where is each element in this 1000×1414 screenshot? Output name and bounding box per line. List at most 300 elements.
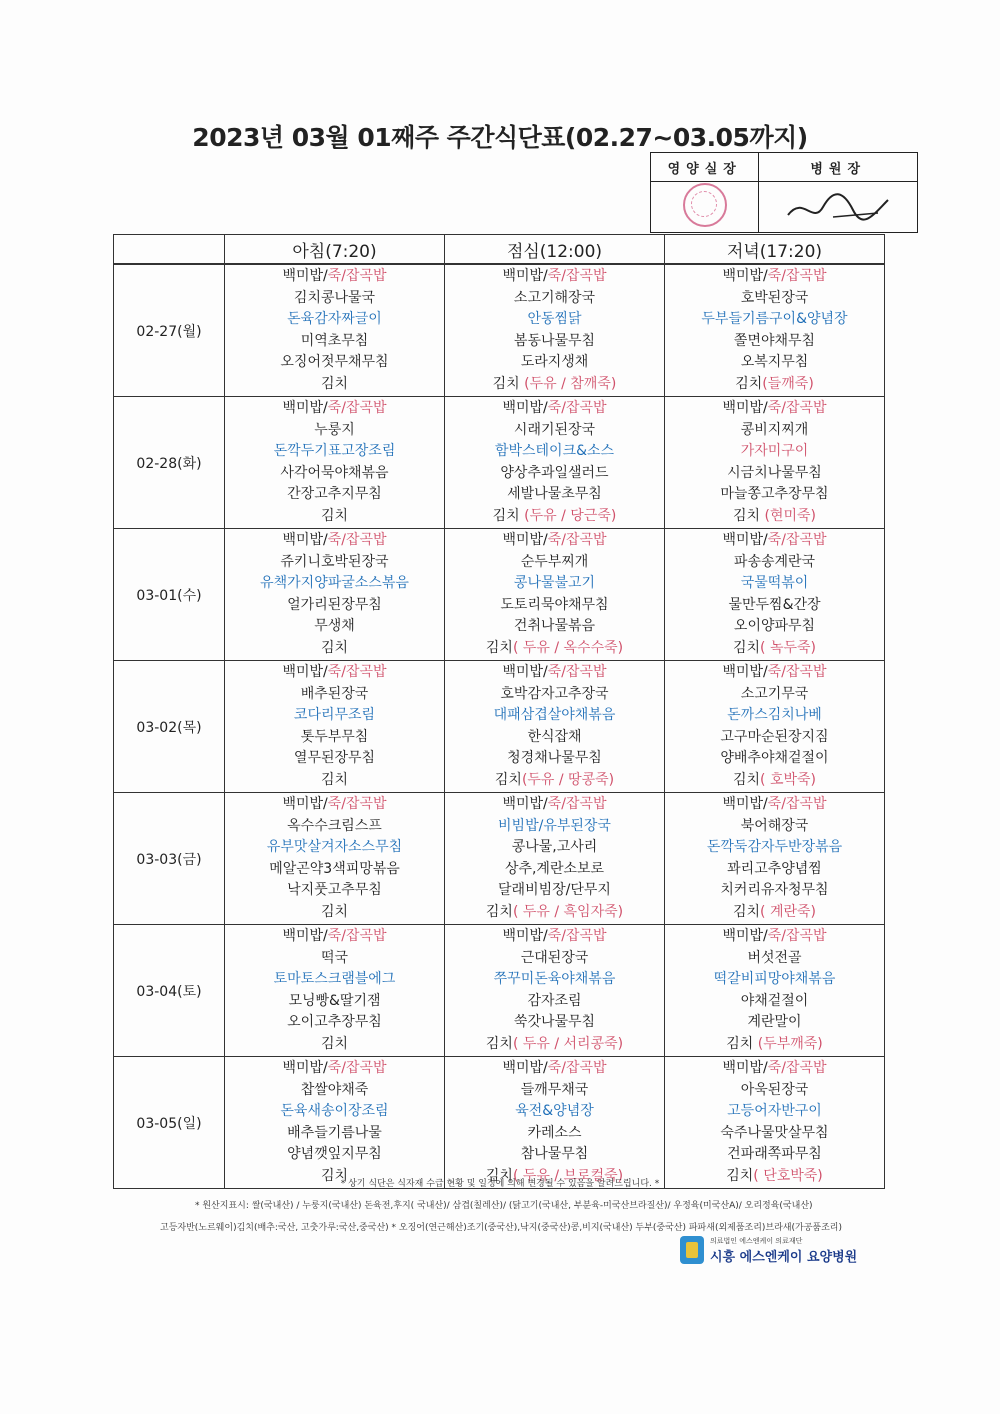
menu-item-text: 쑥갓나물무침 (513, 1014, 596, 1030)
day-label: 03-01(수) (114, 529, 225, 661)
menu-item (225, 266, 444, 288)
menu-item-text: 건취나물볶음 (513, 618, 596, 634)
day-label: 03-02(목) (114, 661, 225, 793)
menu-item (665, 530, 884, 552)
menu-item-highlight: 죽/잡곡밥 (767, 400, 827, 416)
change-notice: * 상기 식단은 식자재 수급 현황 및 일정에 의해 변경될 수 있음을 알려드립니다. * (340, 1179, 660, 1189)
menu-item (225, 309, 444, 331)
hospital-logo (680, 1236, 858, 1268)
menu-item-text: 백미밥/ (722, 664, 768, 680)
menu-item (225, 573, 444, 595)
menu-item-text: 백미밥/ (282, 928, 328, 944)
menu-item-text: 김치 (485, 1035, 513, 1052)
nutrition-stamp-cell (651, 182, 759, 233)
menu-item-highlight: 죽/잡곡밥 (547, 796, 607, 812)
menu-item-highlight: 죽/잡곡밥 (327, 268, 387, 284)
menu-item (665, 705, 884, 727)
menu-item-highlight: ( 계란죽) (760, 903, 816, 920)
menu-item (445, 638, 664, 660)
menu-item (665, 374, 884, 396)
menu-item-text: 백미밥/ (502, 664, 548, 680)
menu-item-text: 김치 (726, 1035, 758, 1052)
menu-item-text: 세발나물초무침 (507, 486, 602, 502)
menu-item (445, 991, 664, 1013)
menu-item-text: 고구마순된장지짐 (720, 728, 829, 745)
menu-item (665, 1101, 884, 1123)
menu-item (445, 309, 664, 331)
menu-item (665, 926, 884, 948)
menu-item-highlight: 죽/잡곡밥 (327, 796, 387, 812)
menu-item (665, 770, 884, 792)
day-row (114, 264, 885, 397)
menu-item-text: 국물떡볶이 (740, 575, 809, 591)
menu-item (225, 969, 444, 991)
menu-item-text: 배추된장국 (300, 685, 369, 702)
hospital-subtitle: 의료법인 에스엔케이 의료재단 (710, 1237, 803, 1245)
menu-item-text: 마늘쫑고추장무침 (720, 486, 829, 502)
menu-item (225, 748, 444, 770)
menu-item-text: 김치콩나물국 (293, 289, 376, 306)
menu-item (225, 352, 444, 374)
menu-item (225, 1034, 444, 1056)
menu-item-text: 물만두찜&간장 (728, 596, 821, 613)
menu-item-text: 김치 (735, 375, 763, 392)
dinner-cell (665, 793, 885, 925)
menu-item (665, 288, 884, 310)
menu-item (665, 991, 884, 1013)
approval-director-head: 병원장 (759, 153, 918, 182)
menu-item (445, 288, 664, 310)
menu-item-text: 오이양파무침 (733, 618, 816, 634)
menu-item-highlight: (두유 / 당근죽) (524, 507, 617, 524)
menu-item (225, 616, 444, 638)
origin-line-2: 고등자반(노르웨이)김치(배추:국산, 고춧가루:국산,중국산) * 오징어(연근해산)조기(중국산),낙지(중국산)콩,비지(국내산) 두부(중국산) 파파새(외제품조리)브라새(가공품조리) (160, 1223, 843, 1233)
lunch-cell (445, 1057, 665, 1189)
menu-header-row (114, 235, 885, 265)
menu-item (665, 573, 884, 595)
menu-item (225, 816, 444, 838)
menu-item-highlight: (두유 / 땅콩죽) (521, 771, 615, 788)
menu-item-text: 간장고추지무침 (287, 486, 382, 502)
menu-item (445, 616, 664, 638)
menu-item (445, 880, 664, 902)
lunch-cell (445, 793, 665, 925)
menu-item (665, 1012, 884, 1034)
menu-item-text: 호박된장국 (740, 289, 809, 306)
menu-item (445, 506, 664, 528)
menu-item (445, 1101, 664, 1123)
menu-item-text: 가자미구이 (740, 443, 809, 459)
menu-item-text: 김치 (485, 903, 513, 920)
menu-item-text: 옥수수크림스프 (287, 817, 382, 834)
approval-nutrition-head: 영양실장 (651, 153, 759, 182)
menu-item-text: 소고기무국 (740, 685, 809, 702)
menu-item-text: 참나물무침 (520, 1146, 589, 1162)
menu-item-text: 유부맛살겨자소스무침 (266, 839, 403, 855)
menu-item-text: 쥬키니호박된장국 (280, 553, 389, 570)
menu-item (665, 727, 884, 749)
hospital-logo-icon (680, 1236, 704, 1264)
menu-item-text: 들깨무채국 (520, 1081, 589, 1098)
menu-item (445, 837, 664, 859)
menu-item-text: 열무된장무침 (293, 750, 376, 766)
menu-item (665, 398, 884, 420)
menu-item-text: 김치 (320, 507, 349, 524)
menu-item-text: 오복지무침 (740, 354, 809, 370)
day-header (114, 235, 225, 265)
menu-item-text: 김치 (320, 771, 349, 788)
origin-line-1: * 원산지표시: 쌀(국내산) / 누룽지(국내산) 돈육전,후지( 국내산)/ 삼겹(칠레산)/ (닭고기(국내산, 부분육-미국산브라질산)/ 우정육(미국산A)/ 오리정육(국내산) (195, 1201, 813, 1211)
menu-item-highlight: 죽/잡곡밥 (327, 532, 387, 548)
day-label: 02-28(화) (114, 397, 225, 529)
menu-item (225, 552, 444, 574)
menu-item-text: 백미밥/ (722, 268, 768, 284)
menu-item-highlight: 죽/잡곡밥 (327, 664, 387, 680)
signature-icon (783, 185, 893, 225)
menu-item-text: 백미밥/ (722, 796, 768, 812)
menu-item (225, 441, 444, 463)
menu-item (225, 770, 444, 792)
menu-item (445, 1123, 664, 1145)
menu-item-text: 대패삼겹살야채볶음 (493, 707, 616, 723)
menu-item-text: 근대된장국 (520, 949, 589, 966)
menu-item-highlight: ( 호박죽) (760, 771, 816, 788)
menu-item (225, 902, 444, 924)
menu-item (665, 309, 884, 331)
dinner-cell (665, 661, 885, 793)
menu-item (445, 530, 664, 552)
menu-item-text: 비빔밥/유부된장국 (498, 817, 611, 834)
menu-item (445, 816, 664, 838)
menu-item (445, 331, 664, 353)
menu-item-highlight: (두유 / 참깨죽) (524, 375, 617, 392)
menu-item-highlight: 죽/잡곡밥 (547, 268, 607, 284)
menu-item-text: 돈육새송이장조림 (280, 1103, 389, 1119)
menu-item-highlight: ( 녹두죽) (760, 639, 816, 656)
menu-item (225, 1012, 444, 1034)
menu-item-text: 돈까스김치나베 (727, 707, 822, 723)
lunch-cell (445, 397, 665, 529)
menu-item-text: 백미밥/ (282, 664, 328, 680)
menu-item (445, 926, 664, 948)
menu-item-text: 사각어묵야채볶음 (280, 464, 389, 481)
day-label: 03-04(토) (114, 925, 225, 1057)
menu-item (445, 705, 664, 727)
menu-item-text: 콩비지찌개 (740, 421, 809, 438)
menu-item (225, 684, 444, 706)
menu-item-highlight: 죽/잡곡밥 (547, 532, 607, 548)
menu-item-text: 백미밥/ (502, 796, 548, 812)
menu-item (225, 484, 444, 506)
lunch-header: 점심(12:00) (445, 235, 665, 265)
menu-item-text: 상추,계란소보로 (504, 860, 605, 877)
menu-item (225, 926, 444, 948)
menu-item (225, 1101, 444, 1123)
menu-item-text: 백미밥/ (722, 1060, 768, 1076)
menu-item (665, 748, 884, 770)
menu-item (445, 484, 664, 506)
menu-item-text: 백미밥/ (502, 532, 548, 548)
menu-item-text: 백미밥/ (282, 1060, 328, 1076)
menu-item-text: 양념깻잎지무침 (287, 1146, 382, 1162)
menu-item (445, 1034, 664, 1056)
menu-item (445, 573, 664, 595)
menu-item-text: 돈육감자짜글이 (287, 311, 382, 327)
day-row (114, 1057, 885, 1189)
menu-item (665, 662, 884, 684)
menu-item-text: 배추들기름나물 (287, 1124, 382, 1141)
menu-item-highlight: ( 두유 / 흑임자죽) (512, 903, 624, 920)
dinner-cell (665, 1057, 885, 1189)
menu-item (225, 991, 444, 1013)
day-row (114, 793, 885, 925)
lunch-cell (445, 661, 665, 793)
menu-item-text: 김치 (732, 903, 761, 920)
dinner-cell (665, 529, 885, 661)
menu-item-text: 낙지풋고추무침 (287, 882, 382, 898)
menu-item-highlight: 죽/잡곡밥 (327, 1060, 387, 1076)
menu-item (445, 684, 664, 706)
menu-item-text: 김치 (733, 507, 765, 524)
menu-item (665, 837, 884, 859)
menu-item (665, 420, 884, 442)
menu-item (665, 794, 884, 816)
menu-item-text: 치커리유자청무침 (720, 882, 829, 898)
menu-item-text: 함박스테이크&소스 (494, 443, 615, 459)
menu-item-highlight: 죽/잡곡밥 (767, 532, 827, 548)
menu-item (445, 420, 664, 442)
menu-item-text: 김치 (492, 375, 525, 392)
menu-item (225, 506, 444, 528)
menu-item (665, 638, 884, 660)
menu-item (665, 484, 884, 506)
menu-item-highlight: 죽/잡곡밥 (767, 664, 827, 680)
menu-item (225, 1058, 444, 1080)
menu-item (225, 595, 444, 617)
dinner-header: 저녁(17:20) (665, 235, 885, 265)
hospital-name: 시흥 에스엔케이 요양병원 (710, 1250, 858, 1265)
menu-item (445, 902, 664, 924)
menu-item-text: 북어해장국 (740, 817, 809, 834)
menu-item-text: 콩나물,고사리 (511, 839, 598, 855)
menu-item-highlight: 죽/잡곡밥 (327, 928, 387, 944)
dinner-cell (665, 925, 885, 1057)
breakfast-cell (225, 529, 445, 661)
day-label: 02-27(월) (114, 264, 225, 397)
menu-item-text: 아욱된장국 (740, 1081, 809, 1098)
menu-item-text: 김치 (485, 1167, 513, 1184)
menu-item-text: 버섯전골 (747, 949, 802, 966)
menu-item (445, 1144, 664, 1166)
menu-item (665, 880, 884, 902)
menu-item-highlight: 죽/잡곡밥 (547, 928, 607, 944)
menu-item (445, 352, 664, 374)
menu-item-text: 떡갈비피망야채볶음 (713, 971, 836, 987)
menu-item-highlight: ( 두유 / 옥수수죽) (512, 639, 624, 656)
menu-item-text: 돈깍두기표고장조림 (273, 443, 396, 459)
menu-item-text: 김치 (320, 639, 349, 656)
menu-item-text: 봄동나물무침 (513, 332, 596, 349)
menu-item-text: 백미밥/ (722, 400, 768, 416)
menu-item-text: 김치 (732, 639, 761, 656)
menu-item (225, 1123, 444, 1145)
menu-item (665, 352, 884, 374)
menu-item (665, 684, 884, 706)
menu-item-text: 김치 (320, 1167, 349, 1184)
menu-item-text: 고등어자반구이 (727, 1103, 822, 1119)
director-signature-cell (759, 182, 918, 233)
menu-item-text: 오징어젓무채무침 (280, 354, 389, 370)
day-row (114, 661, 885, 793)
menu-item (445, 1080, 664, 1102)
menu-item-text: 김치 (485, 639, 513, 656)
menu-item-text: 백미밥/ (722, 532, 768, 548)
menu-item-text: 감자조림 (527, 992, 582, 1009)
menu-item (225, 662, 444, 684)
menu-item-text: 김치 (726, 1167, 754, 1184)
menu-item (665, 1123, 884, 1145)
day-row (114, 925, 885, 1057)
menu-item-highlight: 죽/잡곡밥 (547, 400, 607, 416)
day-label: 03-03(금) (114, 793, 225, 925)
menu-item (665, 1034, 884, 1056)
menu-item-text: 꽈리고추양념찜 (727, 860, 822, 877)
menu-item-text: 건파래쪽파무침 (727, 1146, 822, 1162)
menu-item-text: 미역초무침 (300, 332, 369, 349)
menu-item (665, 1058, 884, 1080)
menu-item (445, 969, 664, 991)
menu-item (445, 748, 664, 770)
menu-item (665, 859, 884, 881)
menu-item (445, 662, 664, 684)
menu-item-highlight: 죽/잡곡밥 (547, 1060, 607, 1076)
day-row (114, 397, 885, 529)
menu-item-text: 육전&양념장 (515, 1103, 594, 1119)
menu-item (665, 948, 884, 970)
menu-body (114, 264, 885, 1189)
menu-item-text: 김치 (320, 375, 349, 392)
breakfast-header: 아침(7:20) (225, 235, 445, 265)
menu-item (225, 398, 444, 420)
menu-item-highlight: (현미죽) (764, 507, 816, 524)
day-label: 03-05(일) (114, 1057, 225, 1189)
menu-item (225, 948, 444, 970)
menu-item-text: 무생채 (314, 618, 355, 634)
menu-item-highlight: 죽/잡곡밥 (547, 664, 607, 680)
lunch-cell (445, 529, 665, 661)
menu-item-text: 두부들기름구이&양념장 (701, 311, 848, 327)
menu-item (445, 374, 664, 396)
menu-item-text: 숙주나물맛살무침 (720, 1124, 829, 1141)
menu-item-text: 백미밥/ (282, 796, 328, 812)
menu-item (665, 266, 884, 288)
menu-item (665, 816, 884, 838)
menu-item-text: 백미밥/ (502, 400, 548, 416)
menu-item (665, 1080, 884, 1102)
menu-item-text: 야채겉절이 (740, 992, 809, 1009)
menu-item (445, 948, 664, 970)
menu-item-text: 김치 (492, 507, 525, 524)
menu-item (445, 595, 664, 617)
menu-item-highlight: ( 단호박죽) (753, 1167, 823, 1184)
menu-item-text: 한식잡채 (527, 728, 582, 745)
menu-item (225, 837, 444, 859)
menu-item (225, 794, 444, 816)
menu-item-text: 누룽지 (314, 421, 355, 438)
menu-item-text: 메알곤약3색피망볶음 (269, 860, 400, 877)
menu-item-text: 김치 (320, 1035, 349, 1052)
menu-item-text: 백미밥/ (282, 268, 328, 284)
menu-item (665, 552, 884, 574)
menu-item-text: 얼가리된장무침 (287, 596, 382, 613)
menu-item-text: 유책가지양파굴소스볶음 (260, 575, 409, 591)
menu-item (225, 331, 444, 353)
approval-box (650, 152, 918, 233)
menu-item (445, 1058, 664, 1080)
menu-item-text: 쫄면야채무침 (733, 332, 816, 349)
menu-item-text: 백미밥/ (502, 928, 548, 944)
menu-item (225, 463, 444, 485)
menu-item-text: 소고기해장국 (513, 289, 596, 306)
menu-item (225, 420, 444, 442)
menu-item (665, 1144, 884, 1166)
menu-item-text: 떡국 (320, 949, 349, 966)
menu-item-highlight: 죽/잡곡밥 (767, 796, 827, 812)
menu-item-text: 김치 (732, 771, 761, 788)
menu-item (225, 880, 444, 902)
menu-item-text: 파송송계란국 (733, 553, 816, 570)
menu-item (445, 727, 664, 749)
menu-item-text: 모닝빵&딸기잼 (288, 992, 381, 1009)
day-row (114, 529, 885, 661)
page-title: 2023년 03월 01째주 주간식단표(02.27~03.05까지) (192, 123, 808, 152)
menu-item (665, 441, 884, 463)
menu-item-text: 달래비빔장/단무지 (498, 882, 611, 898)
menu-item (665, 331, 884, 353)
menu-item (225, 859, 444, 881)
menu-item-text: 순두부찌개 (520, 553, 589, 570)
menu-item (225, 1080, 444, 1102)
breakfast-cell (225, 264, 445, 397)
menu-item-text: 백미밥/ (282, 400, 328, 416)
menu-item-text: 톳두부무침 (300, 728, 369, 745)
breakfast-cell (225, 925, 445, 1057)
menu-item-text: 김치 (494, 771, 522, 788)
menu-item-text: 백미밥/ (282, 532, 328, 548)
menu-item-text: 시금치나물무침 (727, 464, 822, 481)
menu-item-text: 시래기된장국 (513, 421, 596, 438)
menu-item (665, 595, 884, 617)
menu-item (225, 374, 444, 396)
menu-item-highlight: 죽/잡곡밥 (767, 1060, 827, 1076)
menu-item (225, 638, 444, 660)
menu-item-text: 도토리묵야채무침 (500, 596, 609, 613)
menu-item-text: 양상추과일샐러드 (500, 464, 609, 481)
menu-item-text: 김치 (320, 903, 349, 920)
lunch-cell (445, 925, 665, 1057)
menu-item (445, 770, 664, 792)
menu-item-text: 안동찜닭 (527, 311, 582, 327)
menu-item-text: 계란말이 (747, 1014, 802, 1030)
breakfast-cell (225, 397, 445, 529)
menu-item (445, 859, 664, 881)
menu-item (665, 506, 884, 528)
menu-item (445, 463, 664, 485)
breakfast-cell (225, 793, 445, 925)
menu-item-highlight: (들깨죽) (762, 375, 814, 392)
menu-item-text: 백미밥/ (722, 928, 768, 944)
menu-item (445, 552, 664, 574)
